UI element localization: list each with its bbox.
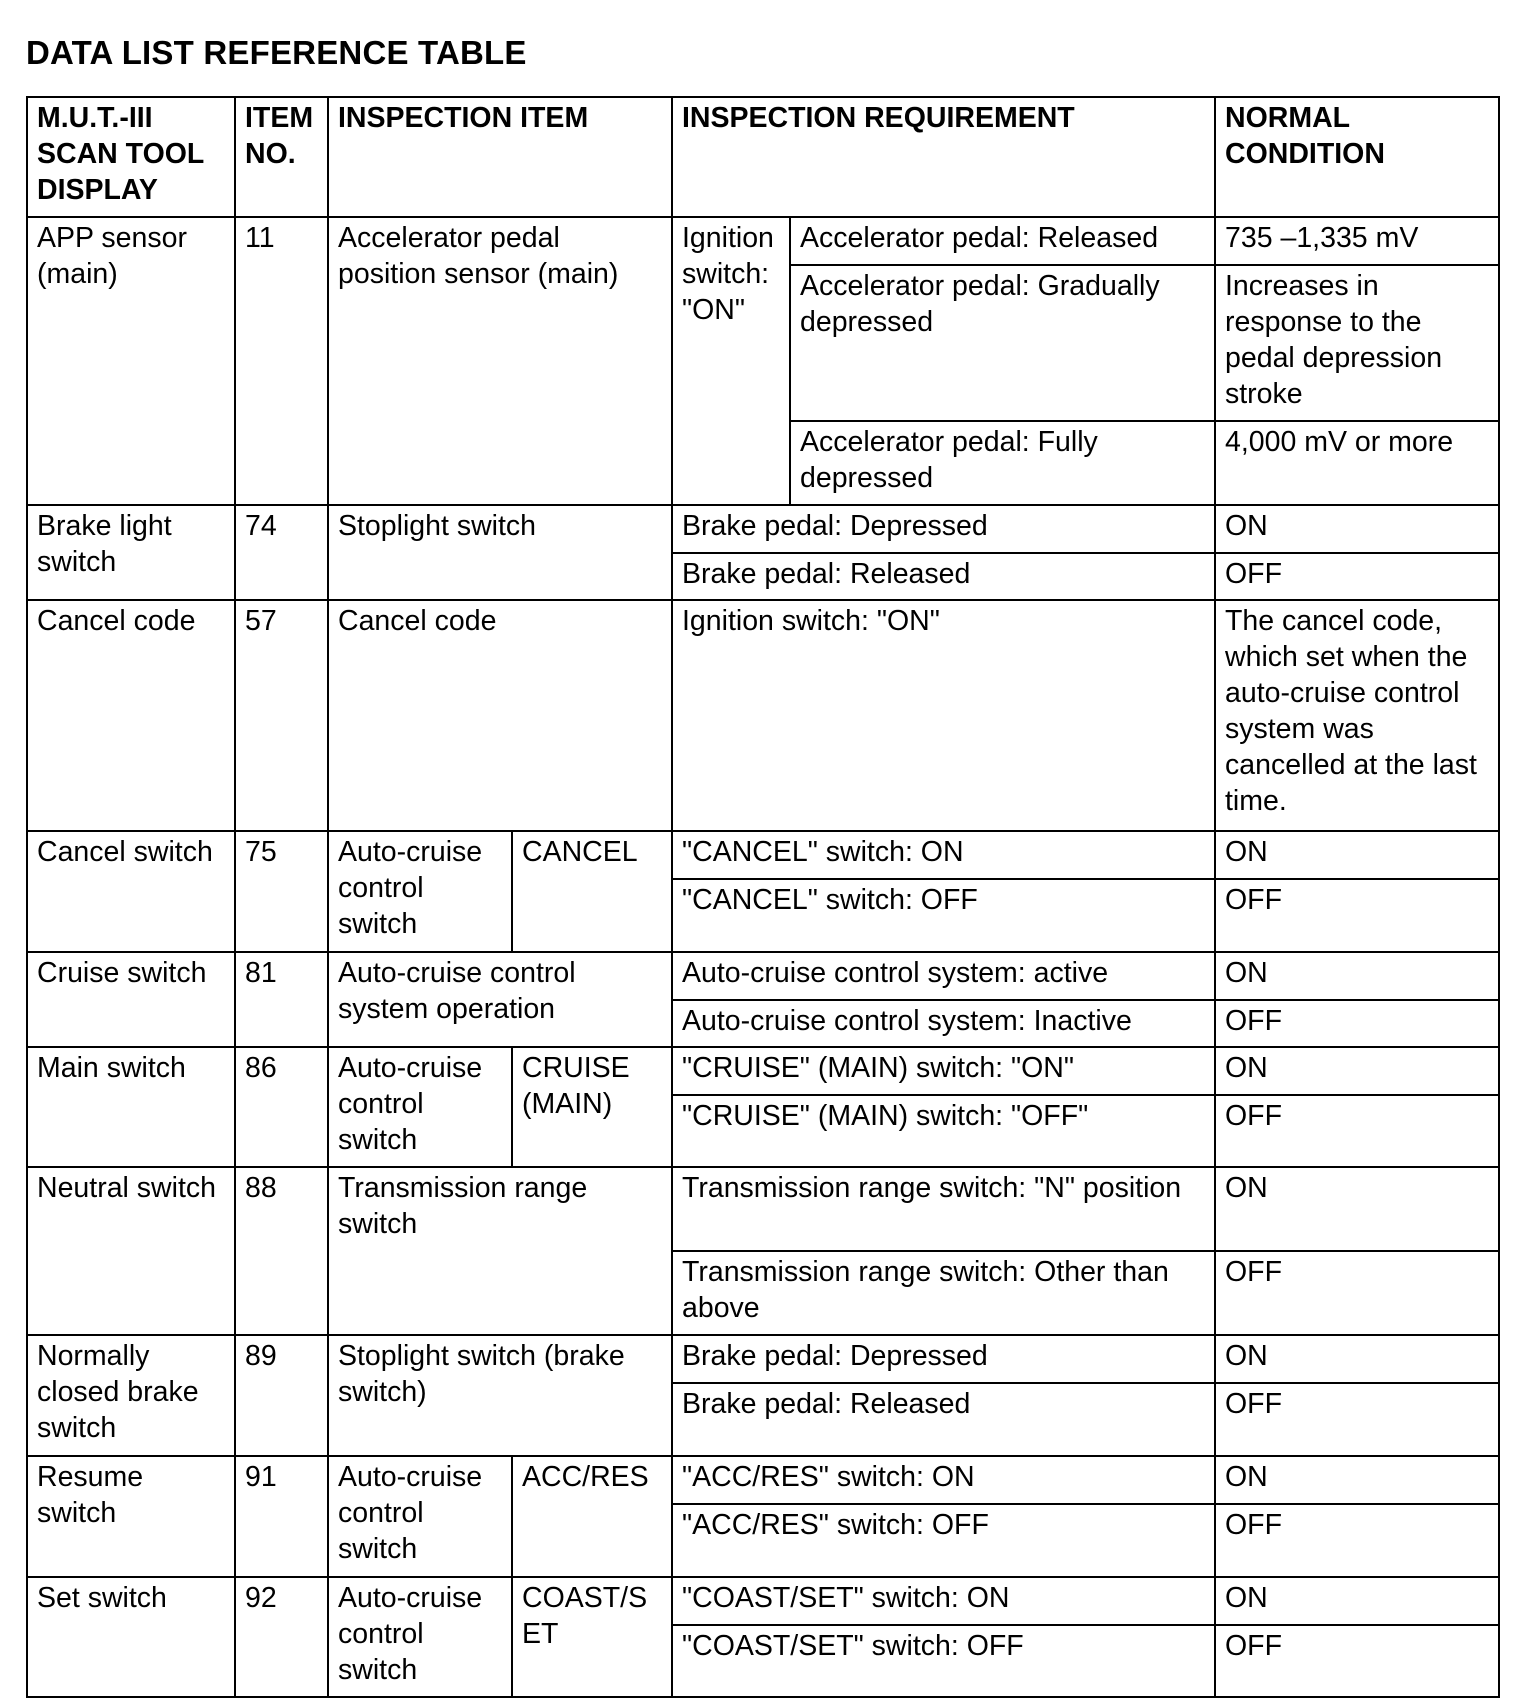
sub-item-cell: CRUISE (MAIN) — [512, 1047, 672, 1167]
header-display: M.U.T.-III SCAN TOOL DISPLAY — [27, 97, 235, 217]
display-cell: Cancel code — [27, 600, 235, 831]
requirement-cell: Brake pedal: Depressed — [672, 1335, 1215, 1383]
table-row — [27, 1167, 1499, 1251]
normal-cell: ON — [1215, 831, 1499, 879]
table-row — [27, 217, 1499, 265]
requirement-cell: Transmission range switch: Other than above — [672, 1251, 1215, 1335]
requirement-cell: "COAST/SET" switch: OFF — [672, 1625, 1215, 1697]
requirement-cell: Auto-cruise control system: active — [672, 952, 1215, 1000]
inspection-item-cell: Auto-cruise control system operation — [328, 952, 672, 1047]
normal-cell: OFF — [1215, 1251, 1499, 1335]
normal-cell: ON — [1215, 1456, 1499, 1504]
header-inspection-requirement: INSPECTION REQUIREMENT — [672, 97, 1215, 217]
display-cell: APP sensor (main) — [27, 217, 235, 505]
normal-cell: OFF — [1215, 1625, 1499, 1697]
inspection-item-cell: Cancel code — [328, 600, 672, 831]
requirement-cell: "ACC/RES" switch: OFF — [672, 1504, 1215, 1577]
requirement-cell: "CANCEL" switch: OFF — [672, 879, 1215, 952]
requirement-cell: Accelerator pedal: Fully depressed — [790, 421, 1215, 505]
normal-cell: OFF — [1215, 553, 1499, 600]
table-row — [27, 1335, 1499, 1383]
inspection-item-cell: Transmission range switch — [328, 1167, 672, 1335]
item-no-cell: 75 — [235, 831, 328, 952]
normal-cell: Increases in response to the pedal depression stroke — [1215, 265, 1499, 421]
requirement-cell: Accelerator pedal: Gradually depressed — [790, 265, 1215, 421]
normal-cell: OFF — [1215, 879, 1499, 952]
inspection-item-cell: Auto-cruise control switch — [328, 831, 512, 952]
sub-item-cell: CANCEL — [512, 831, 672, 952]
table-row — [27, 600, 1499, 831]
item-no-cell: 81 — [235, 952, 328, 1047]
normal-cell: OFF — [1215, 1095, 1499, 1167]
condition-cell: Ignition switch: "ON" — [672, 217, 790, 505]
display-cell: Resume switch — [27, 1456, 235, 1577]
requirement-cell: Brake pedal: Released — [672, 1383, 1215, 1456]
inspection-item-cell: Accelerator pedal position sensor (main) — [328, 217, 672, 505]
normal-cell: ON — [1215, 1167, 1499, 1251]
normal-cell: OFF — [1215, 1383, 1499, 1456]
requirement-cell: Accelerator pedal: Released — [790, 217, 1215, 265]
display-cell: Cruise switch — [27, 952, 235, 1047]
item-no-cell: 89 — [235, 1335, 328, 1456]
normal-cell: ON — [1215, 505, 1499, 553]
display-cell: Main switch — [27, 1047, 235, 1167]
display-cell: Normally closed brake switch — [27, 1335, 235, 1456]
requirement-cell: Auto-cruise control system: Inactive — [672, 1000, 1215, 1047]
table-row — [27, 952, 1499, 1000]
normal-cell: ON — [1215, 952, 1499, 1000]
display-cell: Cancel switch — [27, 831, 235, 952]
header-normal-condition: NORMAL CONDITION — [1215, 97, 1499, 217]
item-no-cell: 92 — [235, 1577, 328, 1697]
requirement-cell: Brake pedal: Released — [672, 553, 1215, 600]
inspection-item-cell: Auto-cruise control switch — [328, 1047, 512, 1167]
item-no-cell: 91 — [235, 1456, 328, 1577]
display-cell: Brake light switch — [27, 505, 235, 600]
inspection-item-cell: Auto-cruise control switch — [328, 1577, 512, 1697]
inspection-item-cell: Stoplight switch — [328, 505, 672, 600]
header-item-no: ITEM NO. — [235, 97, 328, 217]
inspection-item-cell: Stoplight switch (brake switch) — [328, 1335, 672, 1456]
display-cell: Neutral switch — [27, 1167, 235, 1335]
header-inspection-item: INSPECTION ITEM — [328, 97, 672, 217]
requirement-cell: Brake pedal: Depressed — [672, 505, 1215, 553]
page-title: DATA LIST REFERENCE TABLE — [26, 34, 527, 71]
requirement-cell: Ignition switch: "ON" — [672, 600, 1215, 831]
normal-cell: OFF — [1215, 1000, 1499, 1047]
requirement-cell: "ACC/RES" switch: ON — [672, 1456, 1215, 1504]
requirement-cell: "COAST/SET" switch: ON — [672, 1577, 1215, 1625]
table-row — [27, 505, 1499, 553]
normal-cell: 735 –1,335 mV — [1215, 217, 1499, 265]
sub-item-cell: COAST/S ET — [512, 1577, 672, 1697]
normal-cell: The cancel code, which set when the auto-cruise control system was cancelled at the last time. — [1215, 600, 1499, 831]
requirement-cell: "CRUISE" (MAIN) switch: "ON" — [672, 1047, 1215, 1095]
requirement-cell: "CRUISE" (MAIN) switch: "OFF" — [672, 1095, 1215, 1167]
item-no-cell: 86 — [235, 1047, 328, 1167]
normal-cell: ON — [1215, 1335, 1499, 1383]
table-row — [27, 831, 1499, 879]
table-row — [27, 1047, 1499, 1095]
normal-cell: OFF — [1215, 1504, 1499, 1577]
item-no-cell: 74 — [235, 505, 328, 600]
item-no-cell: 11 — [235, 217, 328, 505]
table-header-row — [27, 97, 1499, 217]
normal-cell: ON — [1215, 1047, 1499, 1095]
normal-cell: ON — [1215, 1577, 1499, 1625]
display-cell: Set switch — [27, 1577, 235, 1697]
sub-item-cell: ACC/RES — [512, 1456, 672, 1577]
requirement-cell: Transmission range switch: "N" position — [672, 1167, 1215, 1251]
requirement-cell: "CANCEL" switch: ON — [672, 831, 1215, 879]
data-list-table — [26, 96, 1500, 1698]
normal-cell: 4,000 mV or more — [1215, 421, 1499, 505]
item-no-cell: 88 — [235, 1167, 328, 1335]
inspection-item-cell: Auto-cruise control switch — [328, 1456, 512, 1577]
table-row — [27, 1456, 1499, 1504]
item-no-cell: 57 — [235, 600, 328, 831]
table-row — [27, 1577, 1499, 1625]
